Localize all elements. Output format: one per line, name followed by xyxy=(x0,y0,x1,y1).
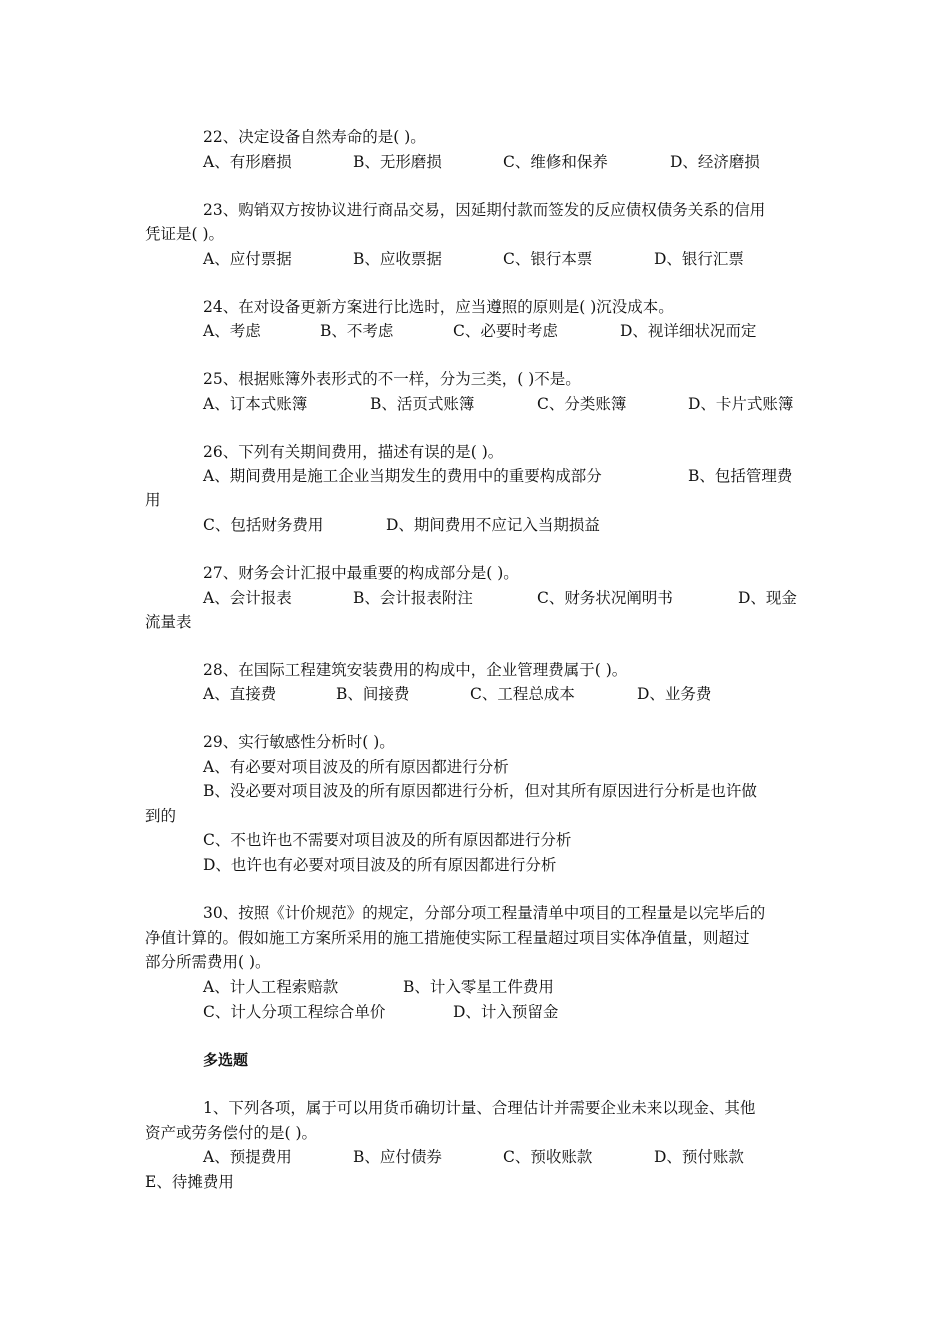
question-27-option-d: D、现金 xyxy=(738,589,797,607)
question-28-option-a: A、直接费 xyxy=(203,685,277,703)
question-30-stem-line3: 部分所需费用( )。 xyxy=(145,953,271,971)
question-23-option-b: B、应收票据 xyxy=(353,250,442,268)
question-29-option-b-continuation: 到的 xyxy=(145,807,177,825)
question-29-option-c: C、不也许也不需要对项目波及的所有原因都进行分析 xyxy=(203,831,572,849)
question-27-stem: 27、财务会计汇报中最重要的构成部分是( )。 xyxy=(203,564,519,582)
multi-question-1-option-a: A、预提费用 xyxy=(203,1148,292,1166)
multi-question-1-option-e: E、待摊费用 xyxy=(145,1173,234,1191)
question-25-option-d: D、卡片式账簿 xyxy=(688,395,794,413)
multi-question-1-stem-line1: 1、下列各项，属于可以用货币确切计量、合理估计并需要企业未来以现金、其他 xyxy=(203,1099,756,1117)
question-22-stem: 22、决定设备自然寿命的是( )。 xyxy=(203,128,426,146)
question-26-option-c: C、包括财务费用 xyxy=(203,516,324,534)
question-30-stem-line1: 30、按照《计价规范》的规定，分部分项工程量清单中项目的工程量是以完毕后的 xyxy=(203,904,766,922)
question-28-stem: 28、在国际工程建筑安装费用的构成中，企业管理费属于( )。 xyxy=(203,661,628,679)
question-30-option-c: C、计人分项工程综合单价 xyxy=(203,1003,386,1021)
question-30-stem-line2: 净值计算的。假如施工方案所采用的施工措施使实际工程量超过项目实体净值量，则超过 xyxy=(145,929,750,947)
question-23-stem-line2: 凭证是( )。 xyxy=(145,225,225,243)
question-29-option-d: D、也许也有必要对项目波及的所有原因都进行分析 xyxy=(203,856,557,874)
question-27-option-b: B、会计报表附注 xyxy=(353,589,473,607)
question-26-option-a: A、期间费用是施工企业当期发生的费用中的重要构成部分 xyxy=(203,467,602,485)
question-23-stem-line1: 23、购销双方按协议进行商品交易，因延期付款而签发的反应债权债务关系的信用 xyxy=(203,201,766,219)
question-26-option-d: D、期间费用不应记入当期损益 xyxy=(386,516,600,534)
question-22-option-a: A、有形磨损 xyxy=(203,153,292,171)
question-23-option-a: A、应付票据 xyxy=(203,250,292,268)
question-27-option-d-continuation: 流量表 xyxy=(145,613,192,631)
question-22-option-d: D、经济磨损 xyxy=(670,153,760,171)
question-22-option-b: B、无形磨损 xyxy=(353,153,442,171)
question-30-option-a: A、计人工程索赔款 xyxy=(203,978,339,996)
question-22-option-c: C、维修和保养 xyxy=(503,153,608,171)
question-25-stem: 25、根据账簿外表形式的不一样，分为三类，( )不是。 xyxy=(203,370,581,388)
multi-question-1-option-c: C、预收账款 xyxy=(503,1148,593,1166)
question-30-option-d: D、计入预留金 xyxy=(453,1003,559,1021)
question-25-option-c: C、分类账簿 xyxy=(537,395,627,413)
question-29-option-a: A、有必要对项目波及的所有原因都进行分析 xyxy=(203,758,509,776)
section-heading-multiple-choice: 多选题 xyxy=(203,1051,249,1069)
question-26-option-b-continuation: 用 xyxy=(145,491,161,509)
question-26-option-b: B、包括管理费 xyxy=(688,467,793,485)
question-24-stem: 24、在对设备更新方案进行比选时，应当遵照的原则是( )沉没成本。 xyxy=(203,298,674,316)
question-25-option-b: B、活页式账簿 xyxy=(370,395,475,413)
multi-question-1-stem-line2: 资产或劳务偿付的是( )。 xyxy=(145,1124,318,1142)
question-28-option-c: C、工程总成本 xyxy=(470,685,575,703)
question-28-option-b: B、间接费 xyxy=(336,685,410,703)
question-24-option-c: C、必要时考虑 xyxy=(453,322,558,340)
question-27-option-a: A、会计报表 xyxy=(203,589,292,607)
question-24-option-b: B、不考虑 xyxy=(320,322,394,340)
question-28-option-d: D、业务费 xyxy=(637,685,712,703)
question-23-option-c: C、银行本票 xyxy=(503,250,593,268)
question-29-stem: 29、实行敏感性分析时( )。 xyxy=(203,733,395,751)
question-23-option-d: D、银行汇票 xyxy=(654,250,744,268)
question-26-stem: 26、下列有关期间费用，描述有误的是( )。 xyxy=(203,443,504,461)
question-29-option-b: B、没必要对项目波及的所有原因都进行分析，但对其所有原因进行分析是也许做 xyxy=(203,782,757,800)
question-24-option-d: D、视详细状况而定 xyxy=(620,322,757,340)
question-27-option-c: C、财务状况阐明书 xyxy=(537,589,673,607)
question-24-option-a: A、考虑 xyxy=(203,322,261,340)
multi-question-1-option-b: B、应付债券 xyxy=(353,1148,442,1166)
question-25-option-a: A、订本式账簿 xyxy=(203,395,308,413)
question-30-option-b: B、计入零星工件费用 xyxy=(403,978,554,996)
multi-question-1-option-d: D、预付账款 xyxy=(654,1148,744,1166)
